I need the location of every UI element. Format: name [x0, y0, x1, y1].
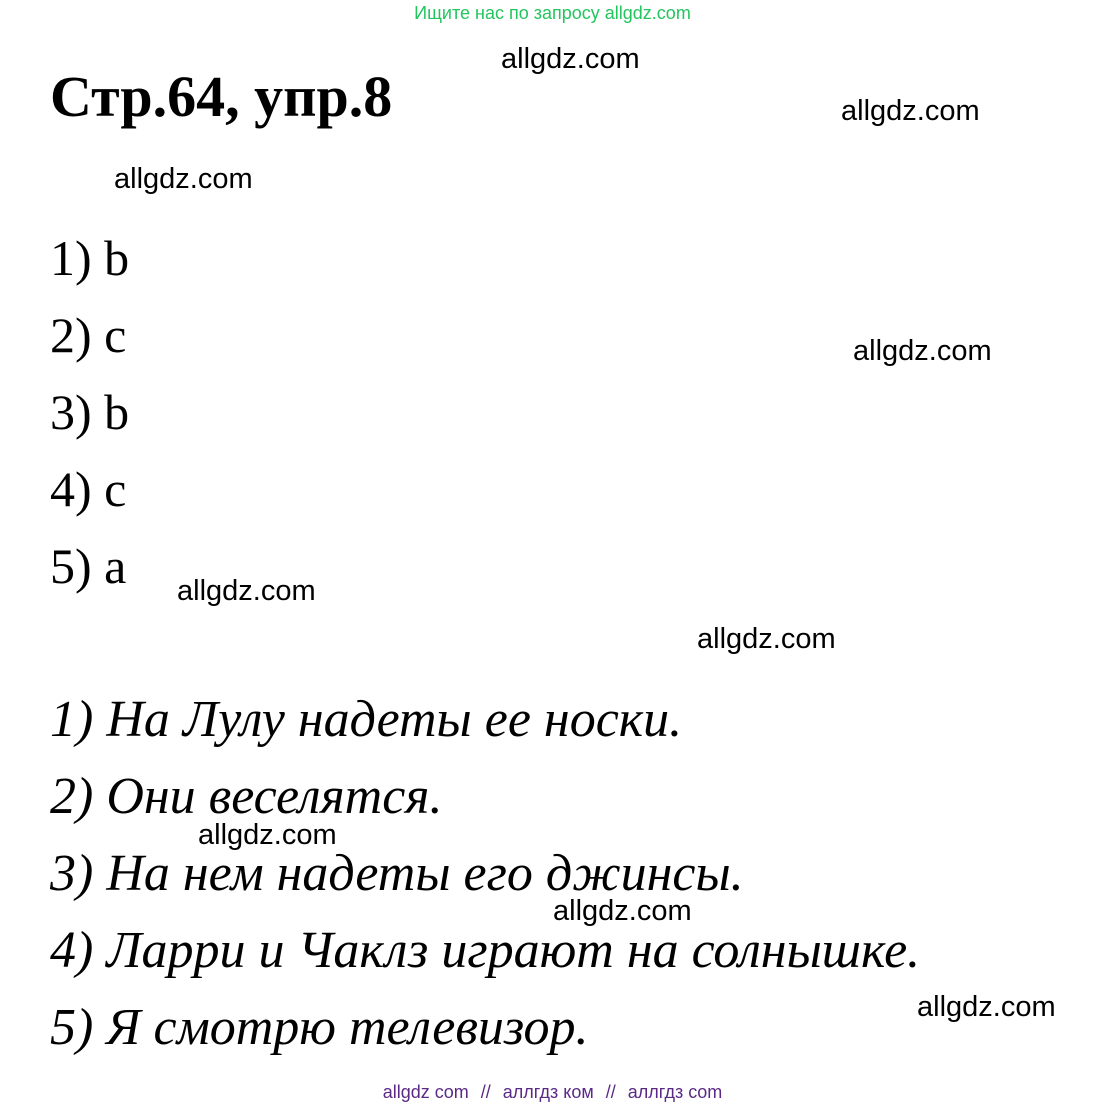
watermark: allgdz.com	[553, 895, 692, 927]
watermark: allgdz.com	[114, 163, 253, 195]
answer-item: 4) c	[50, 461, 127, 517]
page-title: Стр.64, упр.8	[50, 64, 393, 129]
watermark: allgdz.com	[917, 991, 1056, 1023]
translation-item: 2) Они веселятся.	[50, 768, 443, 825]
footer-link[interactable]: allgdz com	[382, 1082, 469, 1102]
footer-link[interactable]: аллгдз ком	[502, 1082, 594, 1102]
watermark: allgdz.com	[198, 819, 337, 851]
watermark: allgdz.com	[501, 43, 640, 75]
answer-item: 2) c	[50, 307, 127, 363]
translation-item: 5) Я смотрю телевизор.	[50, 999, 589, 1056]
translation-item: 4) Ларри и Чаклз играют на солнышке.	[50, 922, 921, 979]
watermark: allgdz.com	[697, 623, 836, 655]
answer-item: 1) b	[50, 230, 130, 286]
footer-links	[0, 1082, 1105, 1103]
watermark: allgdz.com	[841, 95, 980, 127]
watermark: allgdz.com	[177, 575, 316, 607]
footer-link[interactable]: аллгдз com	[627, 1082, 723, 1102]
answer-item: 3) b	[50, 384, 130, 440]
answer-item: 5) a	[50, 538, 127, 594]
watermark: allgdz.com	[853, 335, 992, 367]
footer-separator: //	[480, 1082, 491, 1102]
translation-item: 1) На Лулу надеты ее носки.	[50, 691, 683, 748]
translation-item: 3) На нем надеты его джинсы.	[50, 845, 744, 902]
top-banner: Ищите нас по запросу allgdz.com	[414, 3, 691, 23]
footer-separator: //	[605, 1082, 616, 1102]
